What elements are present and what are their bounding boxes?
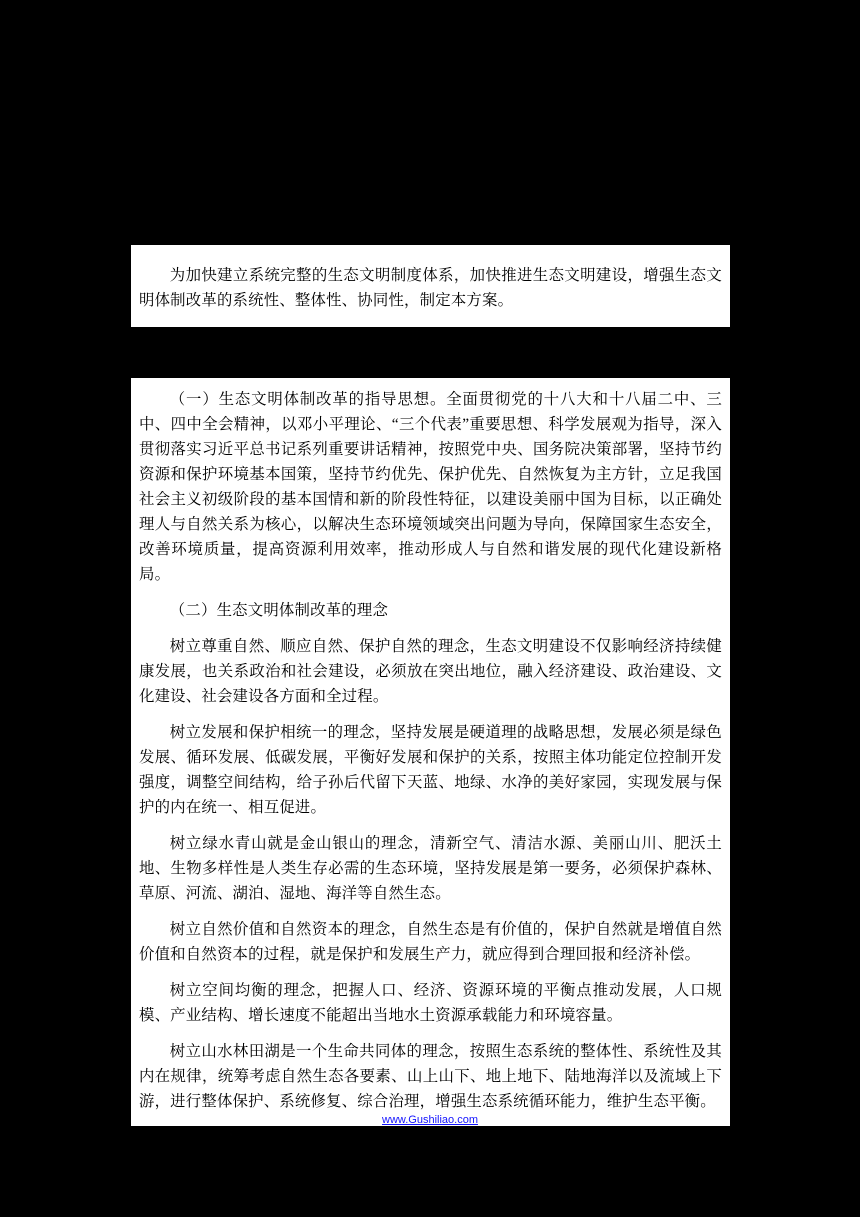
paragraph: （一）生态文明体制改革的指导思想。全面贯彻党的十八大和十八届二中、三中、四中全会精神，以邓小平理论、“三个代表”重要思想、科学发展观为指导，深入贯彻落实习近平总书记系列重要讲话精神，按照党中央、国务院决策部署，坚持节约资源和保护环境基本国策，坚持节约优先、保护优先、自然恢复为主方针，立足我国社会主义初级阶段的基本国情和新的阶段性特征，以建设美丽中国为目标，以正确处理人与自然关系为核心，以解决生态环境领域突出问题为导向，保障国家生态安全，改善环境质量，提高资源利用效率，推动形成人与自然和谐发展的现代化建设新格局。 [139,391,722,583]
paragraph: 树立发展和保护相统一的理念，坚持发展是硬道理的战略思想，发展必须是绿色发展、循环发展、低碳发展，平衡好发展和保护的关系，按照主体功能定位控制开发强度，调整空间结构，给子孙后代留下天蓝、地绿、水净的美好家园，实现发展与保护的内在统一、相互促进。 [139,724,722,816]
paragraph: 树立山水林田湖是一个生命共同体的理念，按照生态系统的整体性、系统性及其内在规律，统筹考虑自然生态各要素、山上山下、地上地下、陆地海洋以及流域上下游，进行整体保护、系统修复、综合治理，增强生态系统循环能力，维护生态平衡。 [139,1043,722,1110]
paragraph: 树立尊重自然、顺应自然、保护自然的理念，生态文明建设不仅影响经济持续健康发展，也关系政治和社会建设，必须放在突出地位，融入经济建设、政治建设、文化建设、社会建设各方面和全过程。 [139,638,722,705]
watermark-link[interactable] [0,1114,860,1126]
paragraph: 树立绿水青山就是金山银山的理念，清新空气、清洁水源、美丽山川、肥沃土地、生物多样性是人类生存必需的生态环境，坚持发展是第一要务，必须保护森林、草原、河流、湖泊、湿地、海洋等自然生态。 [139,835,722,902]
paragraph: （二）生态文明体制改革的理念 [169,602,389,619]
paragraph: 树立自然价值和自然资本的理念，自然生态是有价值的，保护自然就是增值自然价值和自然资本的过程，就是保护和发展生产力，就应得到合理回报和经济补偿。 [139,921,722,963]
paragraph: 为加快建立系统完整的生态文明制度体系，加快推进生态文明建设，增强生态文明体制改革的系统性、整体性、协同性，制定本方案。 [139,267,722,309]
text-block-body [131,378,730,1126]
text-block-preamble [131,245,730,327]
paragraph: 树立空间均衡的理念，把握人口、经济、资源环境的平衡点推动发展，人口规模、产业结构、增长速度不能超出当地水土资源承载能力和环境容量。 [139,982,722,1024]
watermark-link-label: www.Gushiliao.com [382,1114,478,1126]
